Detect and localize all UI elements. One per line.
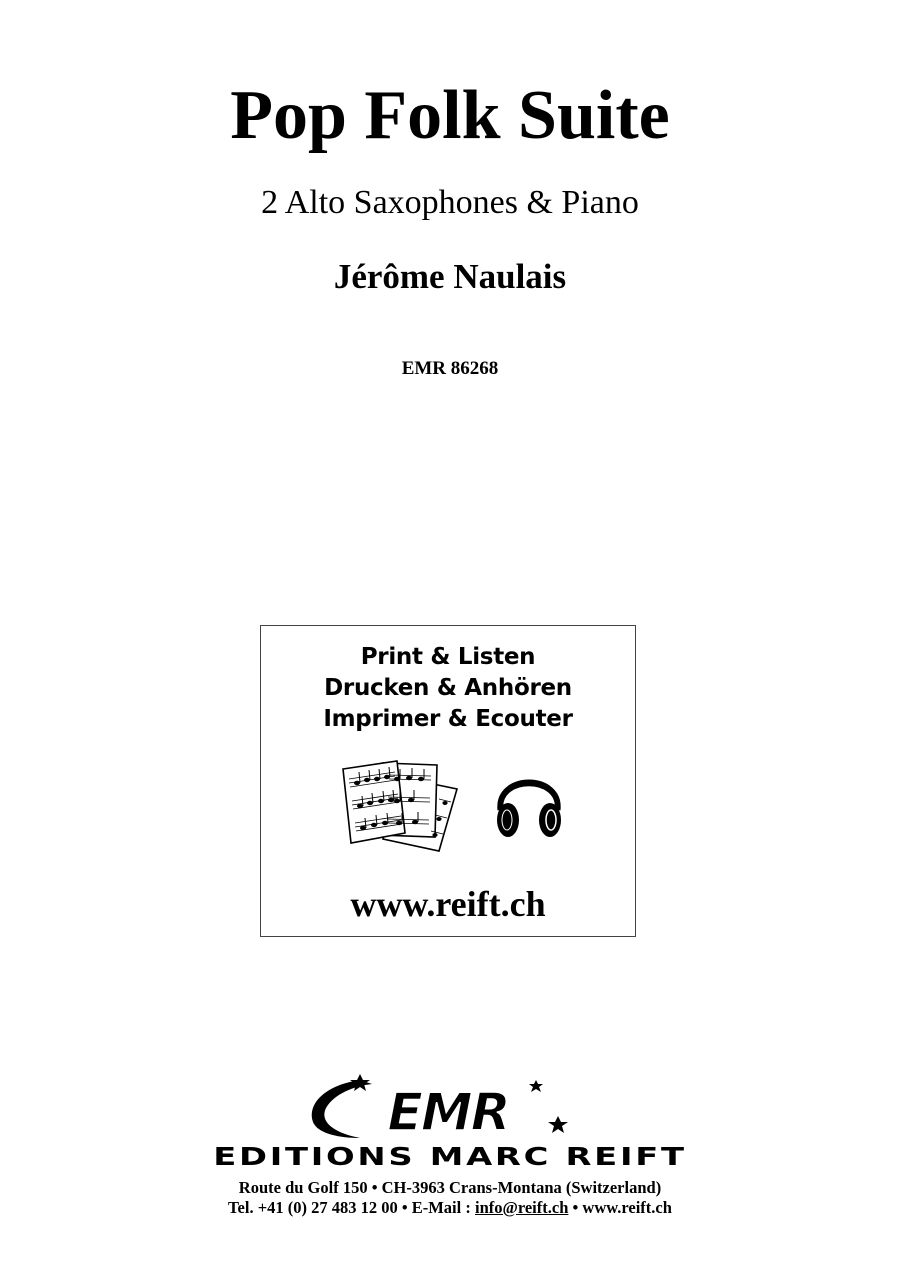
publisher-name: EDITIONS MARC REIFT — [213, 1142, 687, 1171]
composer-name: Jérôme Naulais — [333, 257, 567, 296]
promo-line-english: Print & Listen — [360, 644, 536, 670]
print-listen-box — [260, 625, 636, 937]
catalog-number: EMR 86268 — [401, 358, 499, 379]
headphones-icon — [493, 764, 565, 844]
contact-email-link[interactable]: info@reift.ch — [474, 1198, 569, 1217]
emr-logo — [300, 1072, 590, 1144]
instrumentation-subtitle: 2 Alto Saxophones & Piano — [261, 184, 639, 221]
publisher-address: Route du Golf 150 • CH-3963 Crans-Montana (Switzerland) — [238, 1178, 662, 1197]
promo-line-german: Drucken & Anhören — [324, 675, 572, 701]
page-title: Pop Folk Suite — [230, 77, 670, 154]
promo-line-french: Imprimer & Ecouter — [323, 706, 573, 732]
publisher-contact — [0, 1198, 900, 1218]
contact-phone: Tel. +41 (0) 27 483 12 00 • E-Mail : — [228, 1198, 475, 1217]
promo-website[interactable]: www.reift.ch — [350, 884, 546, 924]
svg-text:EMR: EMR — [387, 1083, 509, 1143]
sheet-music-icon — [339, 759, 469, 854]
contact-website: • www.reift.ch — [568, 1198, 672, 1217]
